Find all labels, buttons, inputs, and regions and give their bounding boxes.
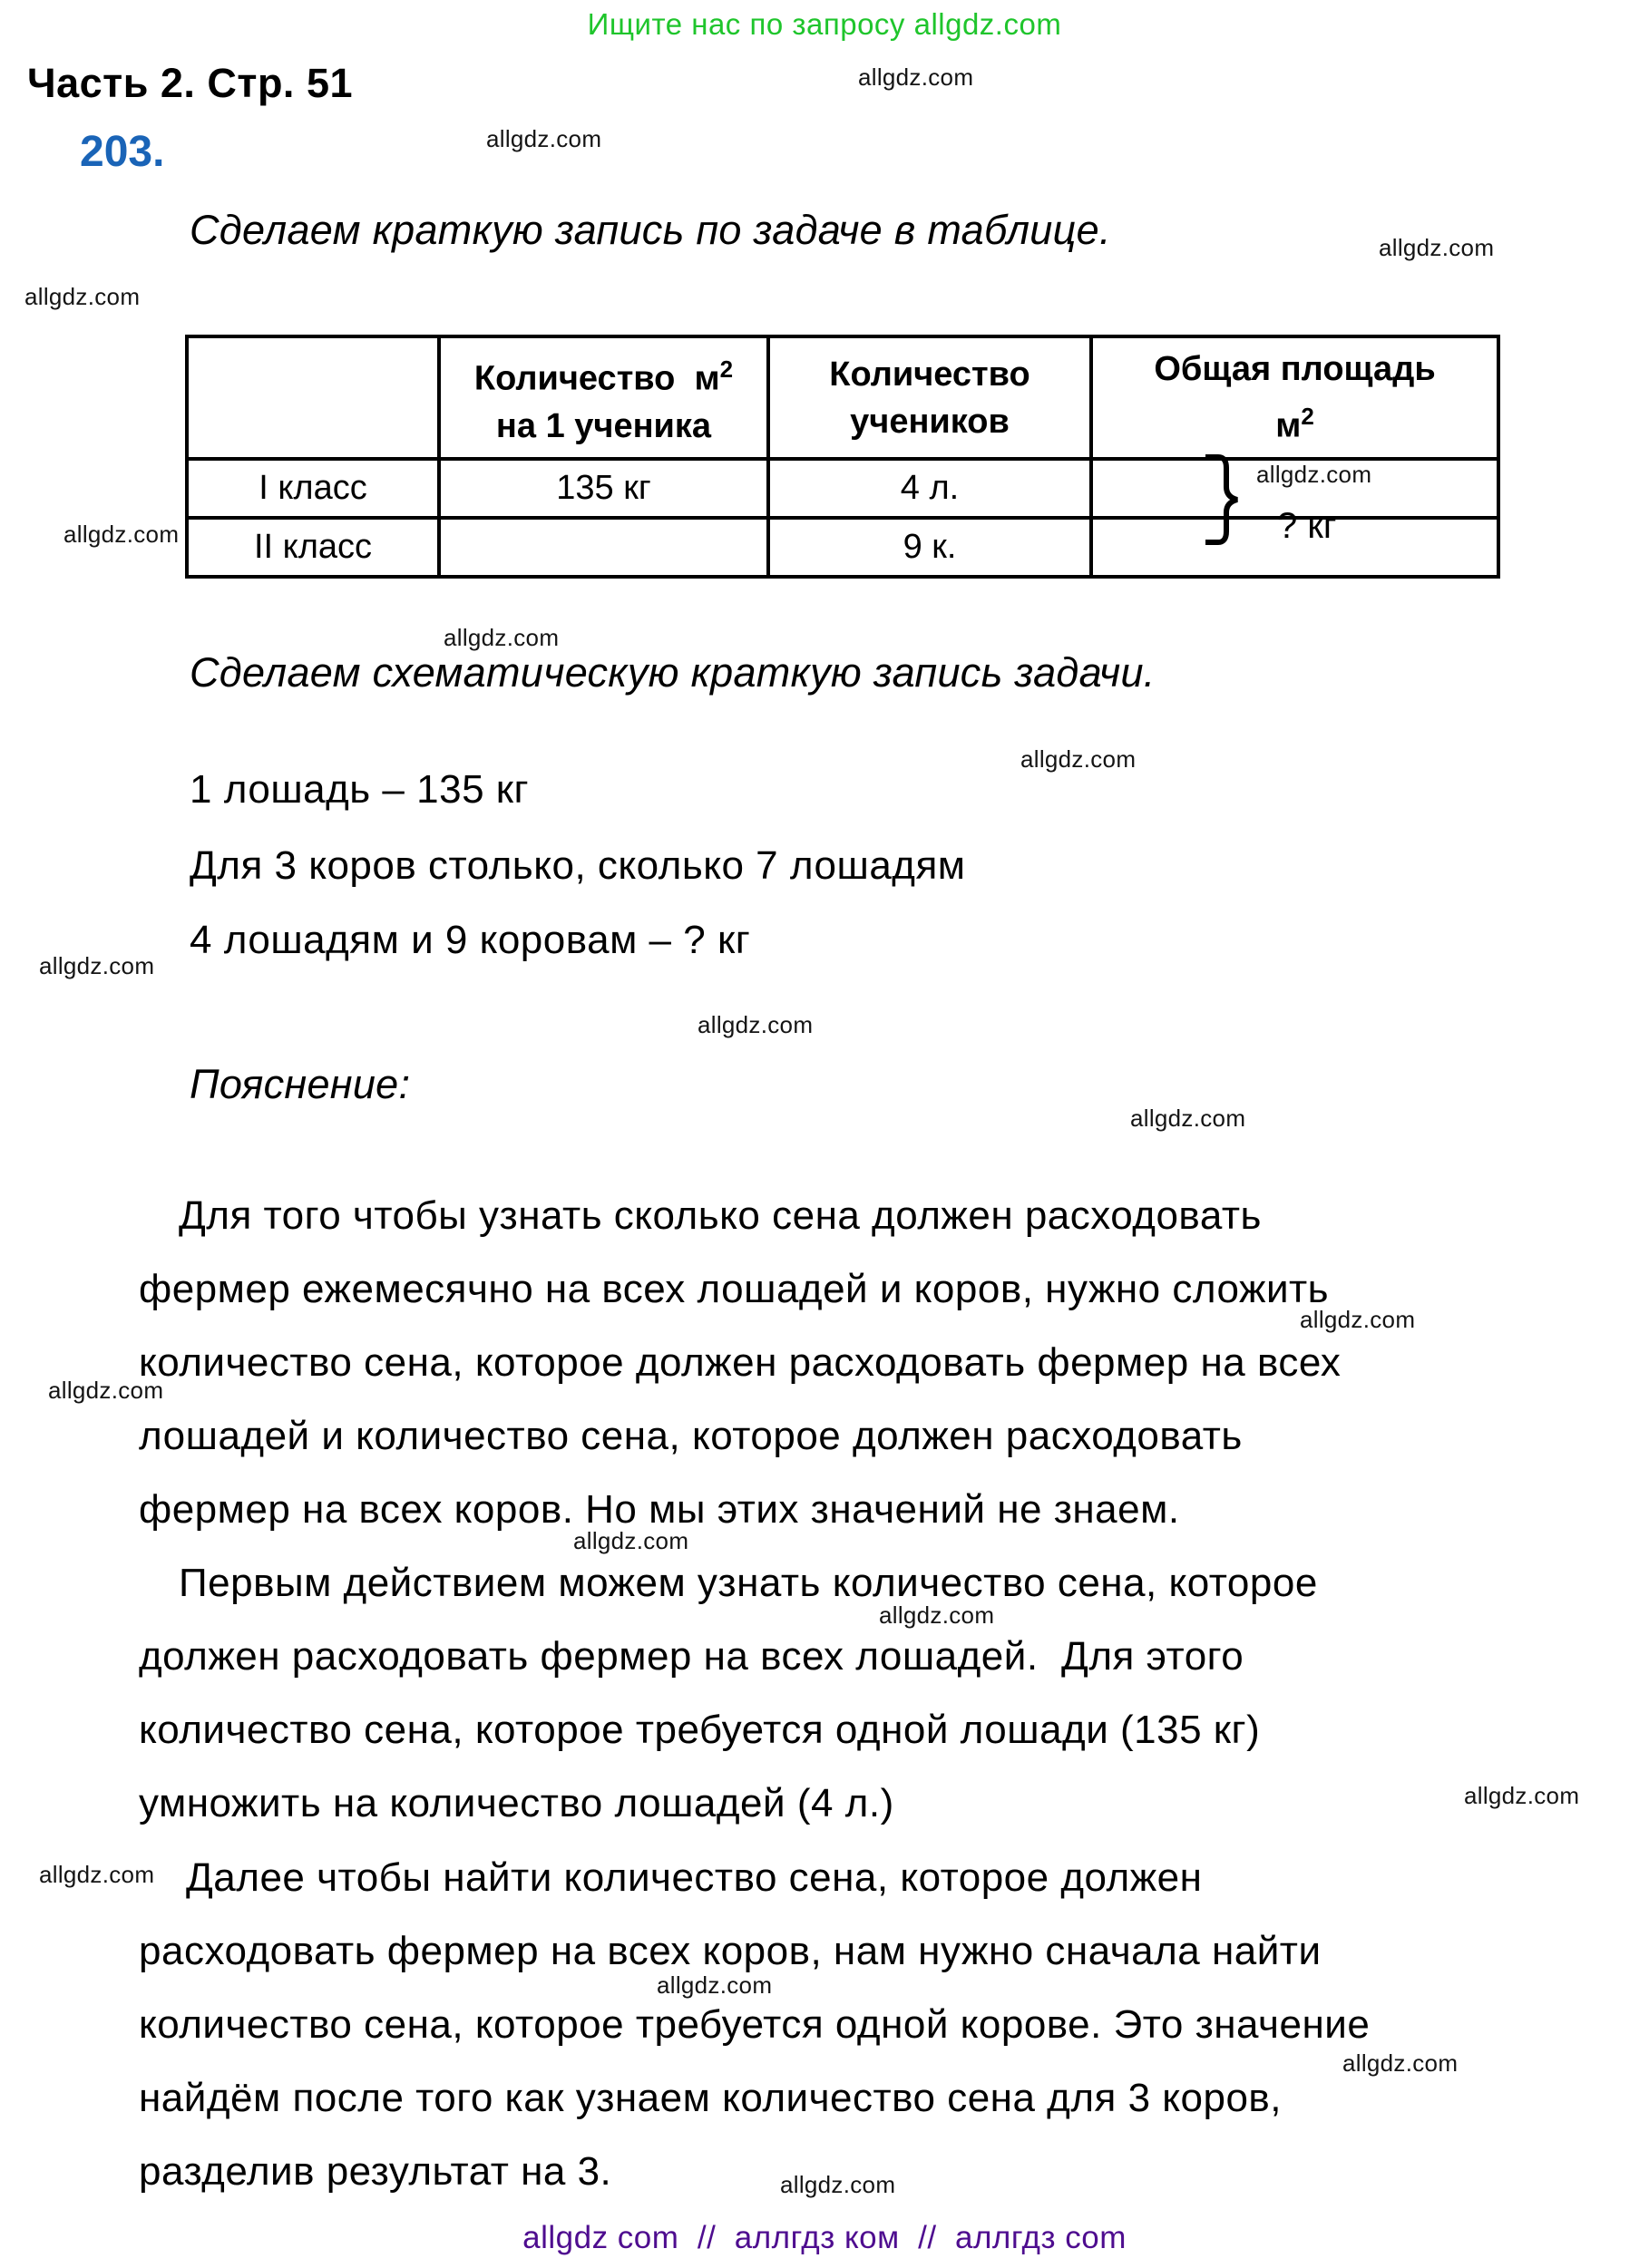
watermark: allgdz.com bbox=[1300, 1306, 1416, 1333]
brace-icon bbox=[1203, 453, 1244, 547]
watermark: allgdz.com bbox=[63, 521, 180, 548]
header-text: м bbox=[1275, 406, 1302, 445]
table-cell-count: 4 л. bbox=[768, 459, 1091, 518]
header-text: Общая площадь bbox=[1154, 350, 1436, 389]
footer-sites: allgdz com // аллгдз ком // аллгдз com bbox=[522, 2220, 1127, 2255]
schematic-line: 1 лошадь – 135 кг bbox=[190, 767, 530, 812]
header-sup: 2 bbox=[1301, 403, 1314, 431]
header-text: учеников bbox=[850, 402, 1010, 441]
schematic-line: Для 3 коров столько, сколько 7 лошадям bbox=[190, 843, 966, 888]
explanation-line: количество сена, которое требуется одной лошади (135 кг) bbox=[139, 1708, 1261, 1752]
watermark: allgdz.com bbox=[39, 952, 155, 979]
watermark: allgdz.com bbox=[879, 1601, 995, 1629]
watermark: allgdz.com bbox=[1379, 234, 1495, 261]
table-intro-heading: Сделаем краткую запись по задаче в таблице. bbox=[190, 207, 1111, 253]
explanation-line: количество сена, которое должен расходовать фермер на всех bbox=[139, 1340, 1342, 1385]
explanation-line: должен расходовать фермер на всех лошадей. Для этого bbox=[139, 1634, 1244, 1679]
watermark: allgdz.com bbox=[1464, 1782, 1580, 1809]
explanation-line: фермер ежемесячно на всех лошадей и коров, нужно сложить bbox=[139, 1267, 1330, 1311]
explanation-line: фермер на всех коров. Но мы этих значений не знаем. bbox=[139, 1487, 1180, 1532]
task-number: 203. bbox=[80, 128, 165, 176]
header-text: Количество м bbox=[473, 359, 720, 398]
explanation-paragraph bbox=[139, 1546, 1626, 1840]
table-header-empty bbox=[187, 336, 439, 459]
explanation-line: разделив результат на 3. bbox=[139, 2149, 612, 2194]
table-cell-label: I класс bbox=[187, 459, 439, 518]
watermark: allgdz.com bbox=[444, 624, 560, 651]
explanation-line: найдём после того как узнаем количество сена для 3 коров, bbox=[139, 2076, 1283, 2120]
page-title: Часть 2. Стр. 51 bbox=[27, 60, 353, 106]
watermark: allgdz.com bbox=[1130, 1105, 1246, 1132]
table-header-row bbox=[187, 336, 1498, 459]
explanation-paragraph bbox=[139, 1179, 1626, 1546]
watermark: allgdz.com bbox=[486, 125, 602, 152]
explanation-line: количество сена, которое требуется одной корове. Это значение bbox=[139, 2002, 1371, 2047]
explanation-line: лошадей и количество сена, которое должен расходовать bbox=[139, 1414, 1243, 1458]
watermark: allgdz.com bbox=[657, 1971, 773, 1999]
promo-banner: Ищите нас по запросу allgdz.com bbox=[587, 7, 1062, 41]
schematic-line: 4 лошадям и 9 коровам – ? кг bbox=[190, 918, 751, 962]
table-cell-count: 9 к. bbox=[768, 518, 1091, 577]
table-header-per-unit bbox=[439, 336, 768, 459]
explanation-line: Для того чтобы узнать сколько сена должен расходовать bbox=[179, 1193, 1262, 1238]
header-text: на 1 ученика bbox=[495, 406, 712, 445]
schematic-intro-heading: Сделаем схематическую краткую запись задачи. bbox=[190, 649, 1156, 696]
watermark: allgdz.com bbox=[48, 1377, 164, 1404]
watermark: allgdz.com bbox=[573, 1527, 689, 1554]
explanation-line: умножить на количество лошадей (4 л.) bbox=[139, 1781, 894, 1825]
table-cell-per-unit bbox=[439, 518, 768, 577]
table-header-total bbox=[1091, 336, 1498, 459]
watermark: allgdz.com bbox=[698, 1011, 814, 1038]
watermark: allgdz.com bbox=[1342, 2049, 1459, 2077]
watermark: allgdz.com bbox=[1256, 461, 1372, 488]
watermark: allgdz.com bbox=[24, 283, 141, 310]
watermark: allgdz.com bbox=[780, 2171, 896, 2198]
header-sup: 2 bbox=[719, 355, 734, 384]
table-cell-label: II класс bbox=[187, 518, 439, 577]
explanation-paragraph bbox=[139, 1841, 1626, 2208]
explanation-label: Пояснение: bbox=[190, 1061, 411, 1107]
explanation-line: расходовать фермер на всех коров, нам нужно сначала найти bbox=[139, 1929, 1322, 1973]
watermark: allgdz.com bbox=[39, 1861, 155, 1888]
table-header-count bbox=[768, 336, 1091, 459]
watermark: allgdz.com bbox=[858, 63, 974, 91]
explanation-line: Первым действием можем узнать количество сена, которое bbox=[179, 1561, 1318, 1605]
watermark: allgdz.com bbox=[1020, 745, 1137, 773]
header-text: Количество bbox=[829, 355, 1030, 394]
table-total-value: ? кг bbox=[1277, 506, 1337, 546]
table-cell-per-unit: 135 кг bbox=[439, 459, 768, 518]
explanation-line: Далее чтобы найти количество сена, которое должен bbox=[186, 1855, 1203, 1900]
